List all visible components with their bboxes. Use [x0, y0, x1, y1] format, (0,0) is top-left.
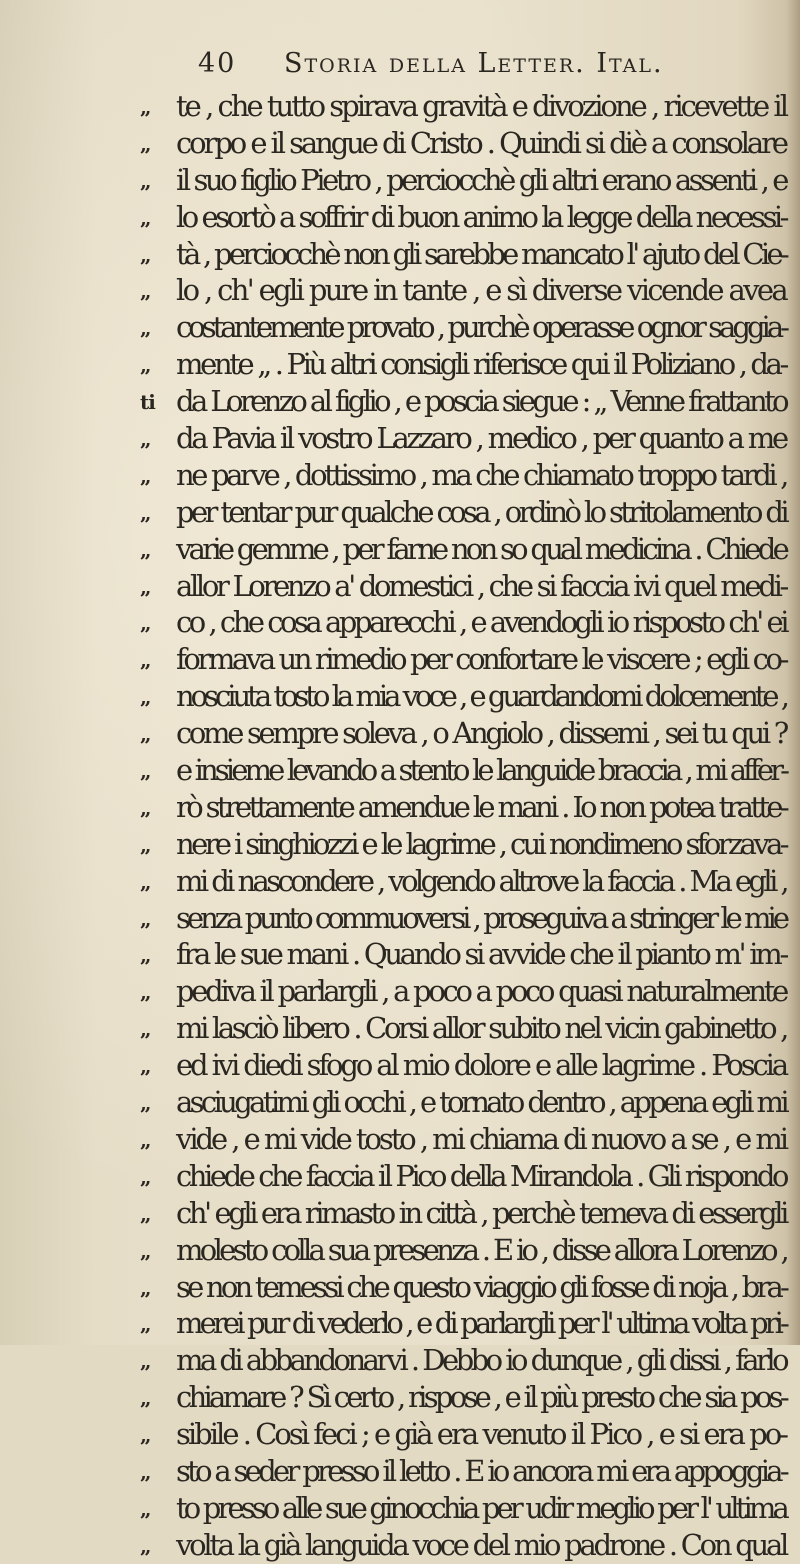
- quote-mark: „: [140, 722, 151, 747]
- quote-mark: „: [140, 1349, 151, 1374]
- line-text: allor Lorenzo a' domestici , che si faccia ivi quel medi-: [176, 568, 786, 603]
- line-text: sibile . Così feci ; e già era venuto il Pico , e si era po-: [176, 1417, 786, 1452]
- text-line: [0, 568, 800, 605]
- line-text: per tentar pur qualche cosa , ordinò lo stritolamento di: [176, 494, 786, 529]
- text-line: [0, 604, 800, 641]
- line-text: ne parve , dottissimo , ma che chiamato troppo tardi ,: [176, 457, 786, 492]
- quote-mark: ti: [140, 390, 155, 415]
- quote-mark: „: [140, 1127, 151, 1152]
- text-body: [0, 88, 800, 1564]
- quote-mark: „: [140, 648, 151, 673]
- line-text: il suo figlio Pietro , perciocchè gli altri erano assenti , e: [176, 162, 786, 197]
- quote-mark: „: [140, 574, 151, 599]
- line-text: ch' egli era rimasto in città , perchè temeva di essergli: [176, 1195, 786, 1230]
- quote-mark: „: [140, 685, 151, 710]
- text-line: [0, 494, 800, 531]
- line-text: senza punto commuoversi , proseguiva a stringer le mie: [176, 900, 786, 935]
- text-line: [0, 1453, 800, 1490]
- page-number: 40: [198, 48, 237, 79]
- line-text: volta la già languida voce del mio padrone . Con qual: [176, 1527, 786, 1562]
- line-text: costantemente provato , purchè operasse ognor saggia-: [176, 310, 786, 345]
- text-line: [0, 125, 800, 162]
- quote-mark: „: [140, 242, 151, 267]
- line-text: come sempre soleva , o Angiolo , dissemi , sei tu qui ?: [176, 716, 786, 751]
- quote-mark: „: [140, 1533, 151, 1558]
- quote-mark: „: [140, 832, 151, 857]
- line-text: nosciuta tosto la mia voce , e guardandomi dolcemente ,: [176, 679, 786, 714]
- line-text: lo , ch' egli pure in tante , e sì diverse vicende avea: [176, 273, 787, 308]
- quote-mark: „: [140, 95, 151, 119]
- text-line: [0, 420, 800, 457]
- text-line: [0, 1084, 800, 1121]
- line-text: e insieme levando a stento le languide braccia , mi affer-: [176, 753, 786, 788]
- text-line: [0, 383, 800, 420]
- text-line: [0, 1269, 800, 1306]
- text-line: [0, 900, 800, 937]
- quote-mark: „: [140, 279, 151, 304]
- quote-mark: „: [140, 906, 151, 931]
- quote-mark: „: [140, 1201, 151, 1226]
- line-text: chiede che faccia il Pico della Mirandola . Gli rispondo: [176, 1158, 786, 1193]
- text-line: [0, 789, 800, 826]
- line-text: te , che tutto spirava gravità e divozione , ricevette il: [176, 89, 786, 123]
- text-line: [0, 531, 800, 568]
- text-line: [0, 162, 800, 199]
- line-text: ed ivi diedi sfogo al mio dolore e alle lagrime . Poscia: [176, 1048, 786, 1083]
- text-line: [0, 678, 800, 715]
- text-line: [0, 272, 800, 309]
- line-text: merei pur di vederlo , e di parlargli per l' ultima volta pri-: [176, 1306, 786, 1341]
- text-line: [0, 1527, 800, 1564]
- line-text: varie gemme , per farne non so qual medicina . Chiede: [176, 531, 786, 566]
- quote-mark: „: [140, 759, 151, 784]
- line-text: tà , perciocchè non gli sarebbe mancato l' ajuto del Cie-: [176, 236, 786, 271]
- line-text: da Pavia il vostro Lazzaro , medico , per quanto a me: [176, 421, 786, 456]
- quote-mark: „: [140, 427, 151, 452]
- quote-mark: „: [140, 980, 151, 1005]
- line-text: corpo e il sangue di Cristo . Quindi si diè a consolare: [176, 125, 786, 160]
- quote-mark: „: [140, 1459, 151, 1484]
- quote-mark: „: [140, 1386, 151, 1411]
- quote-mark: „: [140, 1496, 151, 1521]
- text-line: [0, 346, 800, 383]
- line-text: mente „ . Più altri consigli riferisce qui il Poliziano , da-: [176, 347, 786, 382]
- line-text: mi di nascondere , volgendo altrove la faccia . Ma egli ,: [176, 863, 786, 898]
- text-line: [0, 752, 800, 789]
- quote-mark: „: [140, 869, 151, 894]
- line-text: asciugatimi gli occhi , e tornato dentro , appena egli mi: [176, 1085, 786, 1120]
- text-line: [0, 1195, 800, 1232]
- line-text: se non temessi che questo viaggio gli fosse di noja , bra-: [176, 1269, 786, 1304]
- quote-mark: „: [140, 1164, 151, 1189]
- line-text: rò strettamente amendue le mani . Io non potea tratte-: [176, 789, 786, 824]
- quote-mark: „: [140, 131, 151, 156]
- line-text: sto a seder presso il letto . E io ancora mi era appoggia-: [176, 1453, 787, 1488]
- running-title: Storia della Letter. Ital.: [284, 48, 664, 79]
- text-line: [0, 1342, 800, 1379]
- page-header: [198, 48, 664, 79]
- quote-mark: „: [140, 1312, 151, 1337]
- quote-mark: „: [140, 1238, 151, 1263]
- text-line: [0, 309, 800, 346]
- line-text: formava un rimedio per confortare le viscere ; egli co-: [176, 642, 786, 677]
- quote-mark: „: [140, 1091, 151, 1116]
- text-line: [0, 1416, 800, 1453]
- quote-mark: „: [140, 463, 151, 488]
- text-line: [0, 641, 800, 678]
- text-line: [0, 1305, 800, 1342]
- line-text: molesto colla sua presenza . E io , disse allora Lorenzo ,: [176, 1232, 786, 1267]
- text-line: [0, 826, 800, 863]
- quote-mark: „: [140, 205, 151, 230]
- text-line: [0, 1490, 800, 1527]
- text-line: [0, 715, 800, 752]
- text-line: [0, 936, 800, 973]
- text-line: [0, 1379, 800, 1416]
- text-line: [0, 1010, 800, 1047]
- text-line: [0, 1121, 800, 1158]
- text-line: [0, 973, 800, 1010]
- text-line: [0, 199, 800, 236]
- quote-mark: „: [140, 1275, 151, 1300]
- line-text: co , che cosa apparecchi , e avendogli io risposto ch' ei: [176, 605, 786, 640]
- line-text: ma di abbandonarvi . Debbo io dunque , gli dissi , farlo: [176, 1343, 786, 1378]
- text-line: [0, 1047, 800, 1084]
- quote-mark: „: [140, 353, 151, 378]
- quote-mark: „: [140, 1423, 151, 1448]
- text-line: [0, 863, 800, 900]
- line-text: fra le sue mani . Quando si avvide che il pianto m' im-: [176, 937, 786, 972]
- line-text: da Lorenzo al figlio , e poscia siegue : „ Venne frattanto: [176, 384, 786, 419]
- quote-mark: „: [140, 611, 151, 636]
- line-text: nere i singhiozzi e le lagrime , cui nondimeno sforzava-: [176, 826, 786, 861]
- quote-mark: „: [140, 168, 151, 193]
- text-line: [0, 1232, 800, 1269]
- line-text: pediva il parlargli , a poco a poco quasi naturalmente: [176, 974, 786, 1009]
- quote-mark: „: [140, 795, 151, 820]
- text-line: [0, 88, 800, 125]
- text-line: [0, 1158, 800, 1195]
- quote-mark: „: [140, 316, 151, 341]
- quote-mark: „: [140, 537, 151, 562]
- quote-mark: „: [140, 1017, 151, 1042]
- line-text: chiamare ? Sì certo , rispose , e il più presto che sia pos-: [176, 1380, 786, 1415]
- quote-mark: „: [140, 500, 151, 525]
- line-text: lo esortò a soffrir di buon animo la legge della necessi-: [176, 199, 786, 234]
- text-line: [0, 457, 800, 494]
- line-text: mi lasciò libero . Corsi allor subito nel vicin gabinetto ,: [176, 1011, 786, 1046]
- quote-mark: „: [140, 1054, 151, 1079]
- line-text: vide , e mi vide tosto , mi chiama di nuovo a se , e mi: [176, 1121, 786, 1156]
- line-text: to presso alle sue ginocchia per udir meglio per l' ultima: [176, 1490, 786, 1525]
- text-line: [0, 236, 800, 273]
- quote-mark: „: [140, 943, 151, 968]
